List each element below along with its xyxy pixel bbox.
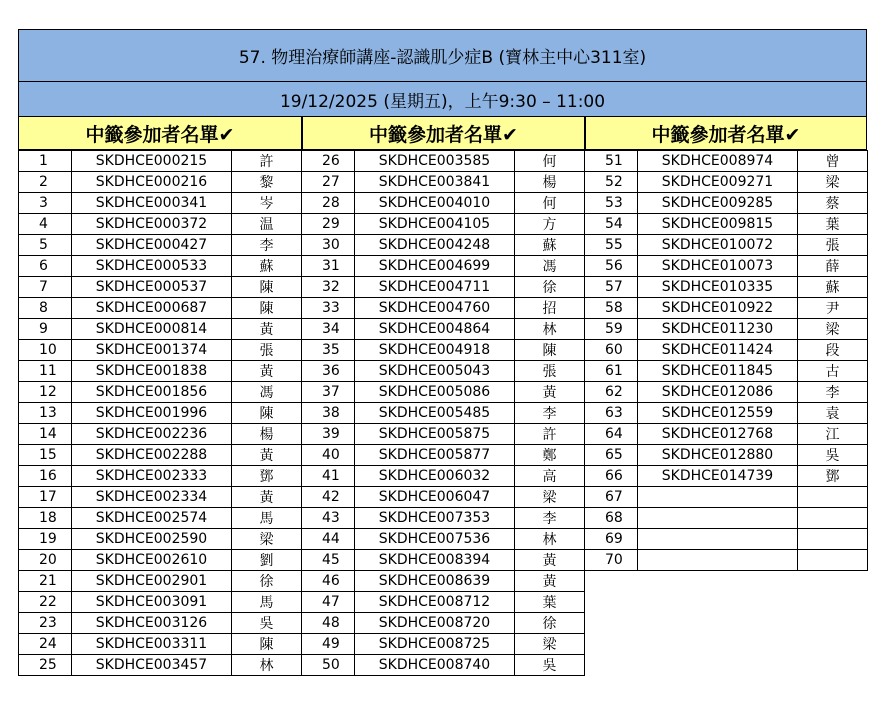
participant-surname: 江 [798,424,868,445]
participant-surname: 何 [515,151,585,172]
participant-code: SKDHCE004105 [355,214,515,235]
participant-code: SKDHCE001838 [72,361,232,382]
participant-code: SKDHCE009285 [638,193,798,214]
participant-code: SKDHCE004711 [355,277,515,298]
participant-surname: 林 [515,319,585,340]
table-row [19,529,302,550]
participant-code: SKDHCE008725 [355,634,515,655]
row-number: 15 [19,445,72,466]
row-number: 67 [585,487,638,508]
table-row [302,445,585,466]
table-row [585,256,868,277]
row-number: 62 [585,382,638,403]
table-row [302,193,585,214]
row-number: 14 [19,424,72,445]
participant-surname: 楊 [232,424,302,445]
row-number: 34 [302,319,355,340]
table-row [302,382,585,403]
row-number: 36 [302,361,355,382]
participant-surname: 陳 [232,298,302,319]
participant-code: SKDHCE014739 [638,466,798,487]
participant-code: SKDHCE003457 [72,655,232,676]
row-number: 42 [302,487,355,508]
participant-surname: 岑 [232,193,302,214]
row-number: 24 [19,634,72,655]
row-number: 13 [19,403,72,424]
table-row [19,298,302,319]
participant-surname: 吳 [232,613,302,634]
row-number: 20 [19,550,72,571]
table-row [302,403,585,424]
row-number: 25 [19,655,72,676]
participant-code: SKDHCE009271 [638,172,798,193]
row-number: 51 [585,151,638,172]
table-row [302,256,585,277]
page-title [18,29,867,82]
table-row [19,403,302,424]
table-row [302,172,585,193]
table-row [585,172,868,193]
row-number: 56 [585,256,638,277]
participant-code: SKDHCE002901 [72,571,232,592]
participant-surname: 徐 [232,571,302,592]
table-row [302,487,585,508]
table-row [585,340,868,361]
column-header-2 [302,117,585,150]
participant-code: SKDHCE008720 [355,613,515,634]
participant-surname [798,529,868,550]
table-row [19,382,302,403]
participant-surname: 許 [232,151,302,172]
participant-surname: 徐 [515,613,585,634]
participant-surname: 蘇 [515,235,585,256]
row-number: 66 [585,466,638,487]
participant-code: SKDHCE004864 [355,319,515,340]
row-number: 28 [302,193,355,214]
participant-surname: 鄧 [798,466,868,487]
participant-code: SKDHCE010072 [638,235,798,256]
participant-surname: 葉 [798,214,868,235]
row-number: 7 [19,277,72,298]
participant-code: SKDHCE005485 [355,403,515,424]
participant-code: SKDHCE001374 [72,340,232,361]
participant-code: SKDHCE006032 [355,466,515,487]
row-number: 27 [302,172,355,193]
participant-surname: 李 [515,403,585,424]
participant-code [638,550,798,571]
row-number: 3 [19,193,72,214]
table-row [19,550,302,571]
participant-code: SKDHCE004699 [355,256,515,277]
participant-code: SKDHCE002610 [72,550,232,571]
table-row [302,424,585,445]
participant-code: SKDHCE011230 [638,319,798,340]
table-row [19,256,302,277]
participant-code: SKDHCE000537 [72,277,232,298]
row-number: 17 [19,487,72,508]
participant-surname: 温 [232,214,302,235]
table-row [302,151,585,172]
participant-surname: 葉 [515,592,585,613]
participant-surname: 劉 [232,550,302,571]
row-number: 23 [19,613,72,634]
row-number: 64 [585,424,638,445]
participant-table-3 [584,150,868,571]
participant-surname: 陳 [232,634,302,655]
row-number: 19 [19,529,72,550]
row-number: 54 [585,214,638,235]
row-number: 46 [302,571,355,592]
row-number: 31 [302,256,355,277]
participant-code: SKDHCE008974 [638,151,798,172]
participant-code: SKDHCE008394 [355,550,515,571]
participant-code: SKDHCE000372 [72,214,232,235]
table-row [302,214,585,235]
table-row [302,298,585,319]
participant-surname: 林 [515,529,585,550]
participant-surname: 黃 [515,382,585,403]
row-number: 26 [302,151,355,172]
event-date-text: 19/12/2025 (星期五)，上午9:30 – 11:00 [279,91,606,112]
table-row [19,445,302,466]
participant-code: SKDHCE012768 [638,424,798,445]
table-row [585,151,868,172]
participant-surname: 黎 [232,172,302,193]
row-number: 49 [302,634,355,655]
row-number: 37 [302,382,355,403]
table-row [19,151,302,172]
participant-surname [798,487,868,508]
participant-code: SKDHCE000215 [72,151,232,172]
participant-surname: 何 [515,193,585,214]
participant-code: SKDHCE011845 [638,361,798,382]
row-number: 6 [19,256,72,277]
participant-code: SKDHCE005086 [355,382,515,403]
table-row [302,277,585,298]
participant-code: SKDHCE002590 [72,529,232,550]
participant-code: SKDHCE007353 [355,508,515,529]
participant-code: SKDHCE012880 [638,445,798,466]
table-row [19,655,302,676]
table-row [19,571,302,592]
table-row [585,529,868,550]
table-row [19,592,302,613]
table-row [585,508,868,529]
row-number: 32 [302,277,355,298]
event-date [18,82,867,117]
participant-code: SKDHCE007536 [355,529,515,550]
participant-surname: 黃 [232,319,302,340]
row-number: 33 [302,298,355,319]
row-number: 50 [302,655,355,676]
table-row [19,634,302,655]
table-row [585,550,868,571]
column-header-3 [585,117,867,150]
participant-surname: 林 [232,655,302,676]
participant-code: SKDHCE010073 [638,256,798,277]
table-row [585,361,868,382]
participant-code: SKDHCE006047 [355,487,515,508]
row-number: 40 [302,445,355,466]
participant-code: SKDHCE003841 [355,172,515,193]
participant-code: SKDHCE012086 [638,382,798,403]
participant-surname: 陳 [515,340,585,361]
row-number: 59 [585,319,638,340]
participant-surname: 尹 [798,298,868,319]
participant-surname: 黃 [232,487,302,508]
row-number: 30 [302,235,355,256]
table-row [585,466,868,487]
row-number: 57 [585,277,638,298]
table-row [19,361,302,382]
table-row [302,571,585,592]
participant-surname: 陳 [232,403,302,424]
participant-code: SKDHCE003091 [72,592,232,613]
participant-code: SKDHCE003585 [355,151,515,172]
participant-surname: 楊 [515,172,585,193]
participant-code: SKDHCE010922 [638,298,798,319]
row-number: 44 [302,529,355,550]
participant-surname: 黃 [515,571,585,592]
participant-code: SKDHCE005877 [355,445,515,466]
table-row [302,235,585,256]
table-row [302,529,585,550]
row-number: 65 [585,445,638,466]
table-row [302,361,585,382]
participant-code: SKDHCE011424 [638,340,798,361]
table-row [19,487,302,508]
row-number: 10 [19,340,72,361]
table-row [19,613,302,634]
table-row [19,466,302,487]
table-row [302,319,585,340]
table-row [302,613,585,634]
participant-code: SKDHCE000427 [72,235,232,256]
participant-code: SKDHCE008639 [355,571,515,592]
table-row [585,298,868,319]
participant-surname: 李 [798,382,868,403]
table-row [19,508,302,529]
participant-code: SKDHCE001856 [72,382,232,403]
row-number: 1 [19,151,72,172]
table-row [585,319,868,340]
table-row [302,634,585,655]
table-row [585,235,868,256]
row-number: 16 [19,466,72,487]
participant-surname: 招 [515,298,585,319]
participant-code: SKDHCE002236 [72,424,232,445]
row-number: 52 [585,172,638,193]
row-number: 58 [585,298,638,319]
row-number: 63 [585,403,638,424]
row-number: 41 [302,466,355,487]
row-number: 38 [302,403,355,424]
table-row [302,466,585,487]
participant-surname [798,508,868,529]
row-number: 48 [302,613,355,634]
participant-surname: 蔡 [798,193,868,214]
participant-code: SKDHCE004248 [355,235,515,256]
participant-surname: 蘇 [798,277,868,298]
row-number: 9 [19,319,72,340]
participant-code: SKDHCE000216 [72,172,232,193]
column-header-1-text: 中籤參加者名單✔ [85,123,235,146]
row-number: 21 [19,571,72,592]
participant-surname: 鄭 [515,445,585,466]
table-row [585,193,868,214]
participant-surname: 薛 [798,256,868,277]
row-number: 39 [302,424,355,445]
participant-surname [798,550,868,571]
participant-table-1 [18,150,302,676]
participant-code: SKDHCE004760 [355,298,515,319]
row-number: 4 [19,214,72,235]
participant-code [638,508,798,529]
table-row [19,424,302,445]
participant-code: SKDHCE003126 [72,613,232,634]
table-row [585,277,868,298]
participant-code: SKDHCE004918 [355,340,515,361]
participant-surname: 張 [798,235,868,256]
participant-surname: 梁 [798,319,868,340]
row-number: 47 [302,592,355,613]
participant-surname: 徐 [515,277,585,298]
row-number: 69 [585,529,638,550]
participant-code: SKDHCE002333 [72,466,232,487]
table-row [19,340,302,361]
participant-surname: 張 [232,340,302,361]
participant-surname: 李 [515,508,585,529]
table-row [585,424,868,445]
participant-surname: 馬 [232,592,302,613]
participant-table-2 [301,150,585,676]
participant-surname: 吳 [798,445,868,466]
row-number: 70 [585,550,638,571]
participant-code: SKDHCE000687 [72,298,232,319]
row-number: 12 [19,382,72,403]
column-header-3-text: 中籤參加者名單✔ [651,123,801,146]
participant-surname: 馮 [232,382,302,403]
table-row [19,214,302,235]
participant-surname: 黃 [232,445,302,466]
table-row [585,382,868,403]
row-number: 5 [19,235,72,256]
participant-code: SKDHCE000814 [72,319,232,340]
participant-surname: 方 [515,214,585,235]
table-row [302,655,585,676]
participant-surname: 曾 [798,151,868,172]
participant-surname: 黃 [515,550,585,571]
row-number: 11 [19,361,72,382]
participant-surname: 李 [232,235,302,256]
row-number: 18 [19,508,72,529]
participant-code: SKDHCE004010 [355,193,515,214]
participant-code: SKDHCE002288 [72,445,232,466]
participant-surname: 梁 [232,529,302,550]
row-number: 55 [585,235,638,256]
participant-code: SKDHCE005043 [355,361,515,382]
table-row [19,193,302,214]
participant-code: SKDHCE008740 [355,655,515,676]
participant-surname: 高 [515,466,585,487]
table-row [585,403,868,424]
participant-surname: 梁 [515,634,585,655]
table-row [19,277,302,298]
participant-surname: 許 [515,424,585,445]
participant-surname: 古 [798,361,868,382]
row-number: 8 [19,298,72,319]
participant-surname: 張 [515,361,585,382]
participant-surname: 段 [798,340,868,361]
participant-surname: 梁 [798,172,868,193]
participant-code [638,529,798,550]
participant-code: SKDHCE002574 [72,508,232,529]
participant-code: SKDHCE009815 [638,214,798,235]
participant-code: SKDHCE003311 [72,634,232,655]
participant-code: SKDHCE000341 [72,193,232,214]
table-row [585,445,868,466]
participant-surname: 袁 [798,403,868,424]
participant-surname: 吳 [515,655,585,676]
participant-surname: 鄧 [232,466,302,487]
table-row [585,487,868,508]
column-header-2-text: 中籤參加者名單✔ [369,123,518,146]
column-header-1 [18,117,302,150]
table-row [302,550,585,571]
participant-surname: 陳 [232,277,302,298]
participant-surname: 馮 [515,256,585,277]
row-number: 68 [585,508,638,529]
row-number: 2 [19,172,72,193]
participant-code: SKDHCE005875 [355,424,515,445]
table-row [585,214,868,235]
participant-code: SKDHCE012559 [638,403,798,424]
page-title-text: 57. 物理治療師講座-認識肌少症B (寶林主中心311室) [238,48,647,68]
row-number: 61 [585,361,638,382]
table-row [302,592,585,613]
participant-code: SKDHCE000533 [72,256,232,277]
row-number: 22 [19,592,72,613]
participant-surname: 馬 [232,508,302,529]
row-number: 60 [585,340,638,361]
row-number: 43 [302,508,355,529]
table-row [19,235,302,256]
table-row [19,172,302,193]
row-number: 45 [302,550,355,571]
row-number: 29 [302,214,355,235]
participant-code: SKDHCE008712 [355,592,515,613]
participant-code: SKDHCE001996 [72,403,232,424]
row-number: 53 [585,193,638,214]
participant-surname: 蘇 [232,256,302,277]
participant-code: SKDHCE010335 [638,277,798,298]
table-row [19,319,302,340]
participant-surname: 黃 [232,361,302,382]
participant-surname: 梁 [515,487,585,508]
table-row [302,508,585,529]
participant-code: SKDHCE002334 [72,487,232,508]
row-number: 35 [302,340,355,361]
participant-code [638,487,798,508]
table-row [302,340,585,361]
